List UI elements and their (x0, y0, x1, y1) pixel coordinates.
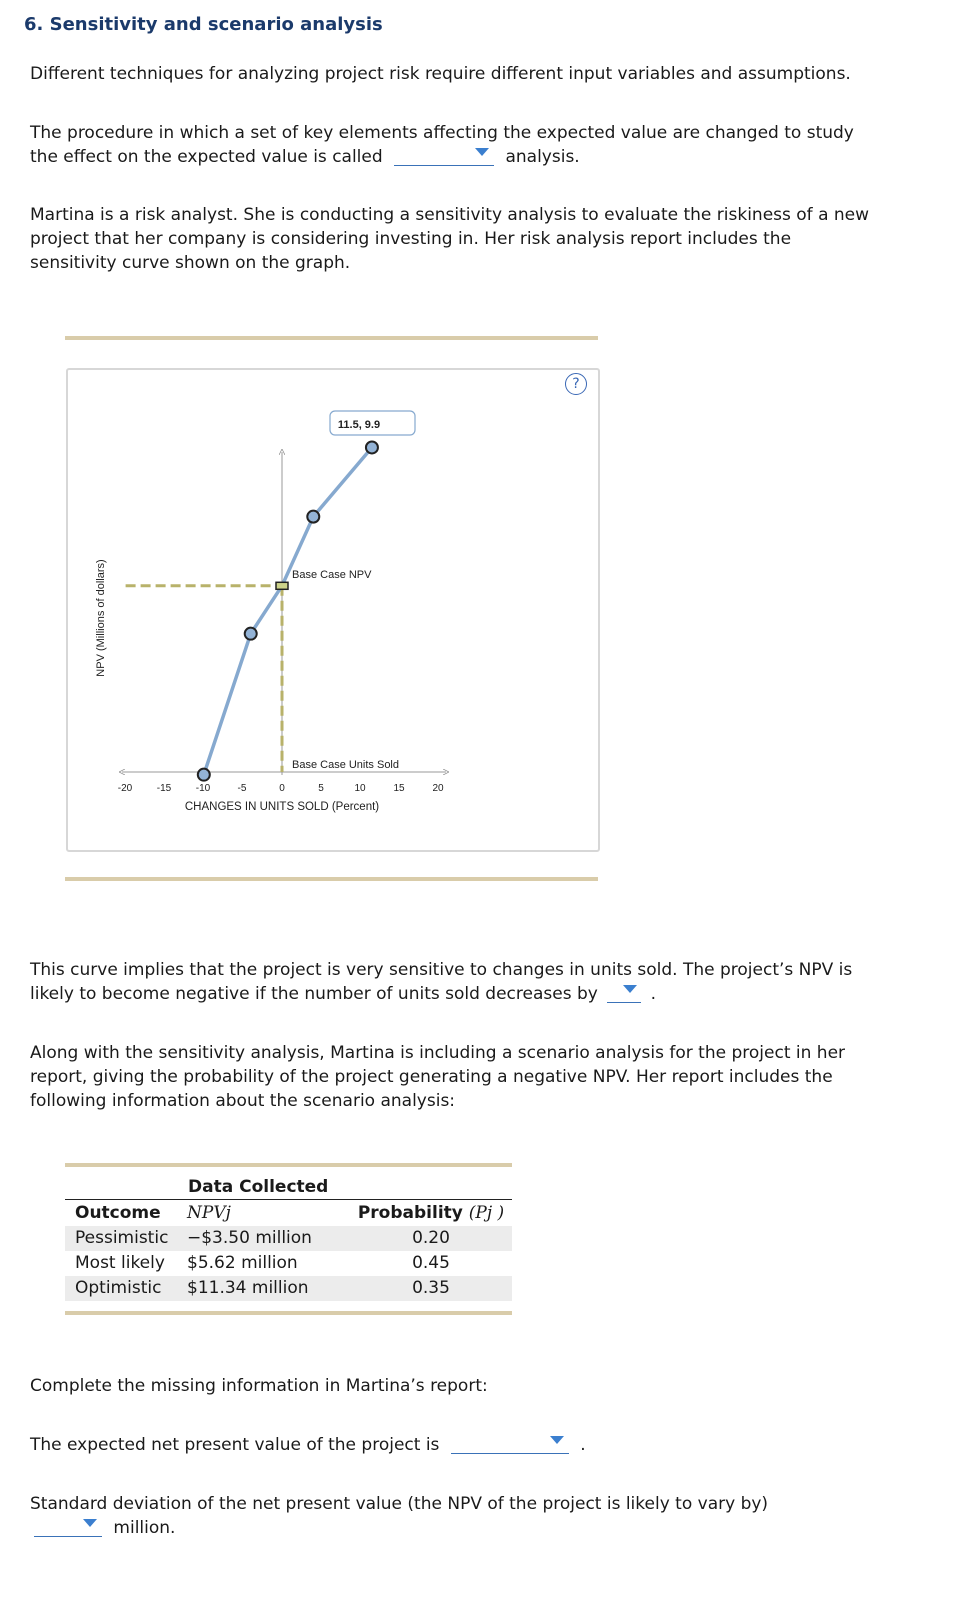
base-case-npv-label: Base Case NPV (292, 568, 372, 581)
question-2-suffix: . (650, 984, 657, 1004)
row-npv: $5.62 million (187, 1253, 298, 1273)
expected-npv-dropdown[interactable] (451, 1433, 569, 1454)
question-1-prefix: the effect on the expected value is called (30, 147, 383, 167)
x-tick-label: -20 (117, 783, 133, 794)
y-axis-title: NPV (Millions of dollars) (95, 559, 107, 677)
question-2 (30, 958, 930, 1006)
question-4 (30, 1492, 930, 1540)
x-tick-label: -15 (156, 783, 172, 794)
table-top-divider (65, 1163, 512, 1167)
sensitivity-curve (204, 447, 372, 774)
x-tick-label: 0 (279, 783, 285, 794)
question-4-line1: Standard deviation of the net present value (the NPV of the project is likely to vary by) (30, 1494, 769, 1514)
curve-point[interactable] (198, 769, 210, 781)
table-bottom-divider (65, 1311, 512, 1315)
x-tick-labels (118, 783, 444, 794)
scenario-intro-line-1: Along with the sensitivity analysis, Martina is including a scenario analysis for the project in her (30, 1043, 846, 1063)
x-tick-label: -10 (195, 783, 211, 794)
row-npv: $11.34 million (177, 1276, 340, 1301)
x-tick-label: 15 (393, 783, 405, 794)
header-outcome: Outcome (75, 1203, 161, 1223)
martina-line-1: Martina is a risk analyst. She is conducting a sensitivity analysis to evaluate the riskiness of a new (30, 205, 870, 225)
question-2-prefix: likely to become negative if the number of units sold decreases by (30, 984, 598, 1004)
curve-point[interactable] (307, 511, 319, 523)
table-header-rule (65, 1199, 512, 1200)
scenario-intro-line-3: following information about the scenario analysis: (30, 1091, 456, 1111)
point-tooltip-text: 11.5, 9.9 (337, 419, 381, 431)
chevron-down-icon (623, 985, 637, 993)
question-2-line1: This curve implies that the project is very sensitive to changes in units sold. The project’s NPV is (30, 960, 853, 980)
question-1-line1: The procedure in which a set of key elements affecting the expected value are changed to study (30, 123, 854, 143)
table-header-row (65, 1201, 512, 1226)
x-tick-label: -5 (237, 783, 247, 794)
scenario-intro-line-2: report, giving the probability of the project generating a negative NPV. Her report includes the (30, 1067, 833, 1087)
scenario-intro (30, 1041, 930, 1113)
base-case-units-label: Base Case Units Sold (292, 759, 399, 771)
row-probability: 0.45 (412, 1253, 450, 1273)
units-decrease-dropdown[interactable] (607, 982, 641, 1003)
row-probability: 0.20 (340, 1226, 512, 1251)
curve-points (198, 441, 378, 780)
x-axis-title: CHANGES IN UNITS SOLD (Percent) (184, 801, 380, 813)
curve-point[interactable] (245, 628, 257, 640)
table-row (65, 1276, 512, 1301)
scenario-table (65, 1201, 512, 1301)
page-title: 6. Sensitivity and scenario analysis (24, 14, 383, 35)
base-case-marker[interactable] (276, 582, 288, 589)
question-3-suffix: . (580, 1435, 586, 1455)
question-1-suffix: analysis. (505, 147, 580, 167)
martina-line-2: project that her company is considering investing in. Her risk analysis report includes the (30, 229, 792, 249)
help-icon[interactable]: ? (565, 373, 587, 395)
x-tick-label: 5 (318, 783, 324, 794)
question-3 (30, 1433, 930, 1457)
graph-bottom-divider (65, 877, 598, 881)
row-npv: −$3.50 million (177, 1226, 340, 1251)
x-tick-label: 20 (432, 783, 444, 794)
question-3-prefix: The expected net present value of the project is (30, 1435, 440, 1455)
row-probability: 0.35 (340, 1276, 512, 1301)
row-outcome: Optimistic (65, 1276, 177, 1301)
table-row (65, 1251, 512, 1276)
x-tick-label: 10 (354, 783, 366, 794)
header-npv: NPVj (187, 1203, 231, 1223)
row-outcome: Pessimistic (65, 1226, 177, 1251)
table-caption: Data Collected (188, 1177, 329, 1197)
row-outcome: Most likely (75, 1253, 165, 1273)
header-probability: Probability (Pj ) (357, 1203, 505, 1223)
question-4-suffix: million. (113, 1518, 176, 1538)
curve-point[interactable] (366, 441, 378, 453)
chevron-down-icon (550, 1436, 564, 1444)
intro-text: Different techniques for analyzing project risk require different input variables and assumptions. (30, 64, 851, 84)
table-row (65, 1226, 512, 1251)
chevron-down-icon (83, 1519, 97, 1527)
complete-instructions: Complete the missing information in Martina’s report: (30, 1376, 488, 1396)
martina-line-3: sensitivity curve shown on the graph. (30, 253, 351, 273)
std-deviation-dropdown[interactable] (34, 1516, 102, 1537)
